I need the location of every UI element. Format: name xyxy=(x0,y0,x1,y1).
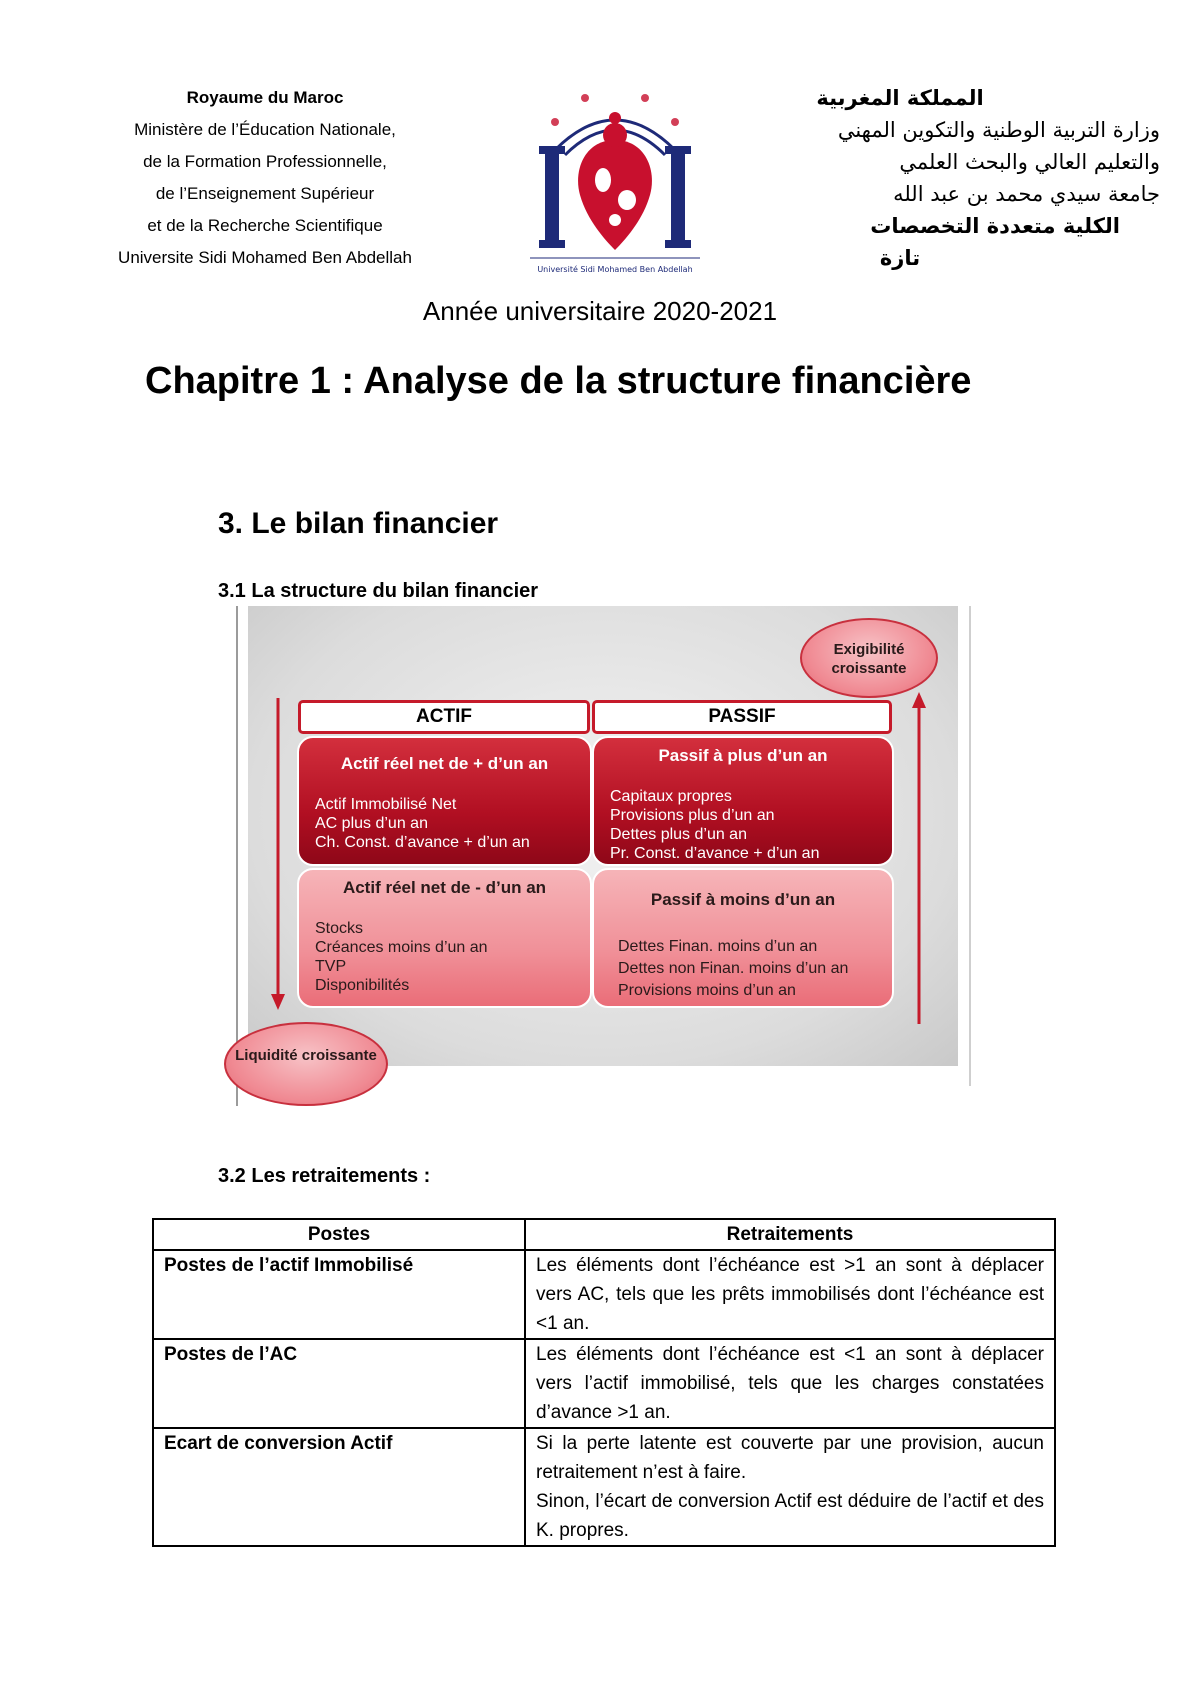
block-line: Créances moins d’un an xyxy=(315,939,488,956)
block-line: Pr. Const. d’avance + d’un an xyxy=(610,845,820,862)
table-row xyxy=(153,1339,1055,1428)
retraitement-cell xyxy=(525,1339,1055,1428)
header-left-line: Universite Sidi Mohamed Ben Abdellah xyxy=(118,248,412,267)
block-line: Disponibilités xyxy=(315,977,410,994)
block-line: TVP xyxy=(315,958,347,975)
retraitements-table xyxy=(152,1218,1056,1547)
actif-moins-un-an-block xyxy=(297,868,592,1008)
block-line: Provisions plus d’un an xyxy=(610,807,775,824)
header-left-line: de la Formation Professionnelle, xyxy=(143,152,387,171)
poste-cell: Postes de l’actif Immobilisé xyxy=(153,1250,525,1339)
liquidite-ellipse: Liquidité croissante xyxy=(224,1022,388,1106)
university-logo xyxy=(525,80,705,280)
column-header-retraitements: Retraitements xyxy=(525,1219,1055,1250)
header-left-line: de l’Enseignement Supérieur xyxy=(155,184,375,203)
subsection-title: 3.1 La structure du bilan financier xyxy=(218,580,539,602)
block-line: Ch. Const. d’avance + d’un an xyxy=(315,834,530,851)
subsection-title: 3.2 Les retraitements : xyxy=(218,1165,431,1187)
header-right-line: تازة xyxy=(879,246,921,270)
table-row xyxy=(153,1428,1055,1546)
header-right-line: جامعة سيدي محمد بن عبد الله xyxy=(893,182,1160,206)
section-title: 3. Le bilan financier xyxy=(218,507,499,540)
passif-header: PASSIF xyxy=(592,700,892,734)
header-left-line: Ministère de l’Éducation Nationale, xyxy=(134,120,396,139)
block-title: Passif à plus d’un an xyxy=(658,746,828,765)
header-left-block xyxy=(75,82,455,274)
exigibilite-ellipse: Exigibilité croissante xyxy=(800,618,938,698)
block-title: Actif réel net de + d’un an xyxy=(340,754,549,773)
retraitement-cell xyxy=(525,1428,1055,1546)
block-line: Dettes plus d’un an xyxy=(610,826,747,843)
block-line: Dettes Finan. moins d’un an xyxy=(618,938,818,955)
header-right-line: وزارة التربية الوطنية والتكوين المهني xyxy=(837,118,1160,142)
header-right-block xyxy=(740,82,1160,274)
block-line: Actif Immobilisé Net xyxy=(315,796,457,813)
actif-header: ACTIF xyxy=(298,700,590,734)
up-arrow-icon xyxy=(912,692,926,708)
logo-caption: Université Sidi Mohamed Ben Abdellah xyxy=(537,265,693,274)
retraitement-cell xyxy=(525,1250,1055,1339)
header-right-line: المملكة المغربية xyxy=(816,86,984,110)
header-right-line: والتعليم العالي والبحث العلمي xyxy=(899,150,1160,174)
header-left-line: Royaume du Maroc xyxy=(186,88,344,107)
block-line: AC plus d’un an xyxy=(315,815,428,832)
block-line: Capitaux propres xyxy=(610,788,732,805)
academic-year: Année universitaire 2020-2021 xyxy=(422,296,778,326)
poste-cell: Postes de l’AC xyxy=(153,1339,525,1428)
retraitement-text: Si la perte latente est couverte par une provision, aucun retraitement n’est à faire. xyxy=(536,1433,1044,1483)
retraitement-text: Les éléments dont l’échéance est >1 an sont à déplacer vers AC, tels que les prêts immobilisés dont l’échéance est <1 an. xyxy=(536,1255,1044,1334)
down-arrow-icon xyxy=(271,994,285,1010)
bilan-structure-figure xyxy=(236,606,971,1106)
block-line: Stocks xyxy=(315,920,364,937)
poste-cell: Ecart de conversion Actif xyxy=(153,1428,525,1546)
retraitement-text: Sinon, l’écart de conversion Actif est déduire de l’actif et des K. propres. xyxy=(536,1491,1044,1541)
chapter-title: Chapitre 1 : Analyse de la structure financière xyxy=(145,360,972,402)
block-line: Provisions moins d’un an xyxy=(618,982,796,999)
actif-plus-un-an-block xyxy=(297,736,592,866)
passif-moins-un-an-block xyxy=(592,868,894,1008)
retraitement-text: Les éléments dont l’échéance est <1 an sont à déplacer vers l’actif immobilisé, tels que les charges constatées d’avance >1 an. xyxy=(536,1344,1044,1423)
block-line: Dettes non Finan. moins d’un an xyxy=(618,960,849,977)
block-title: Actif réel net de - d’un an xyxy=(342,878,547,897)
block-title: Passif à moins d’un an xyxy=(650,890,836,909)
header-left-line: et de la Recherche Scientifique xyxy=(147,216,383,235)
passif-plus-un-an-block xyxy=(592,736,894,866)
table-header-row xyxy=(153,1219,1055,1250)
column-header-postes: Postes xyxy=(153,1219,525,1250)
header-right-line: الكلية متعددة التخصصات xyxy=(870,214,1120,238)
table-row xyxy=(153,1250,1055,1339)
